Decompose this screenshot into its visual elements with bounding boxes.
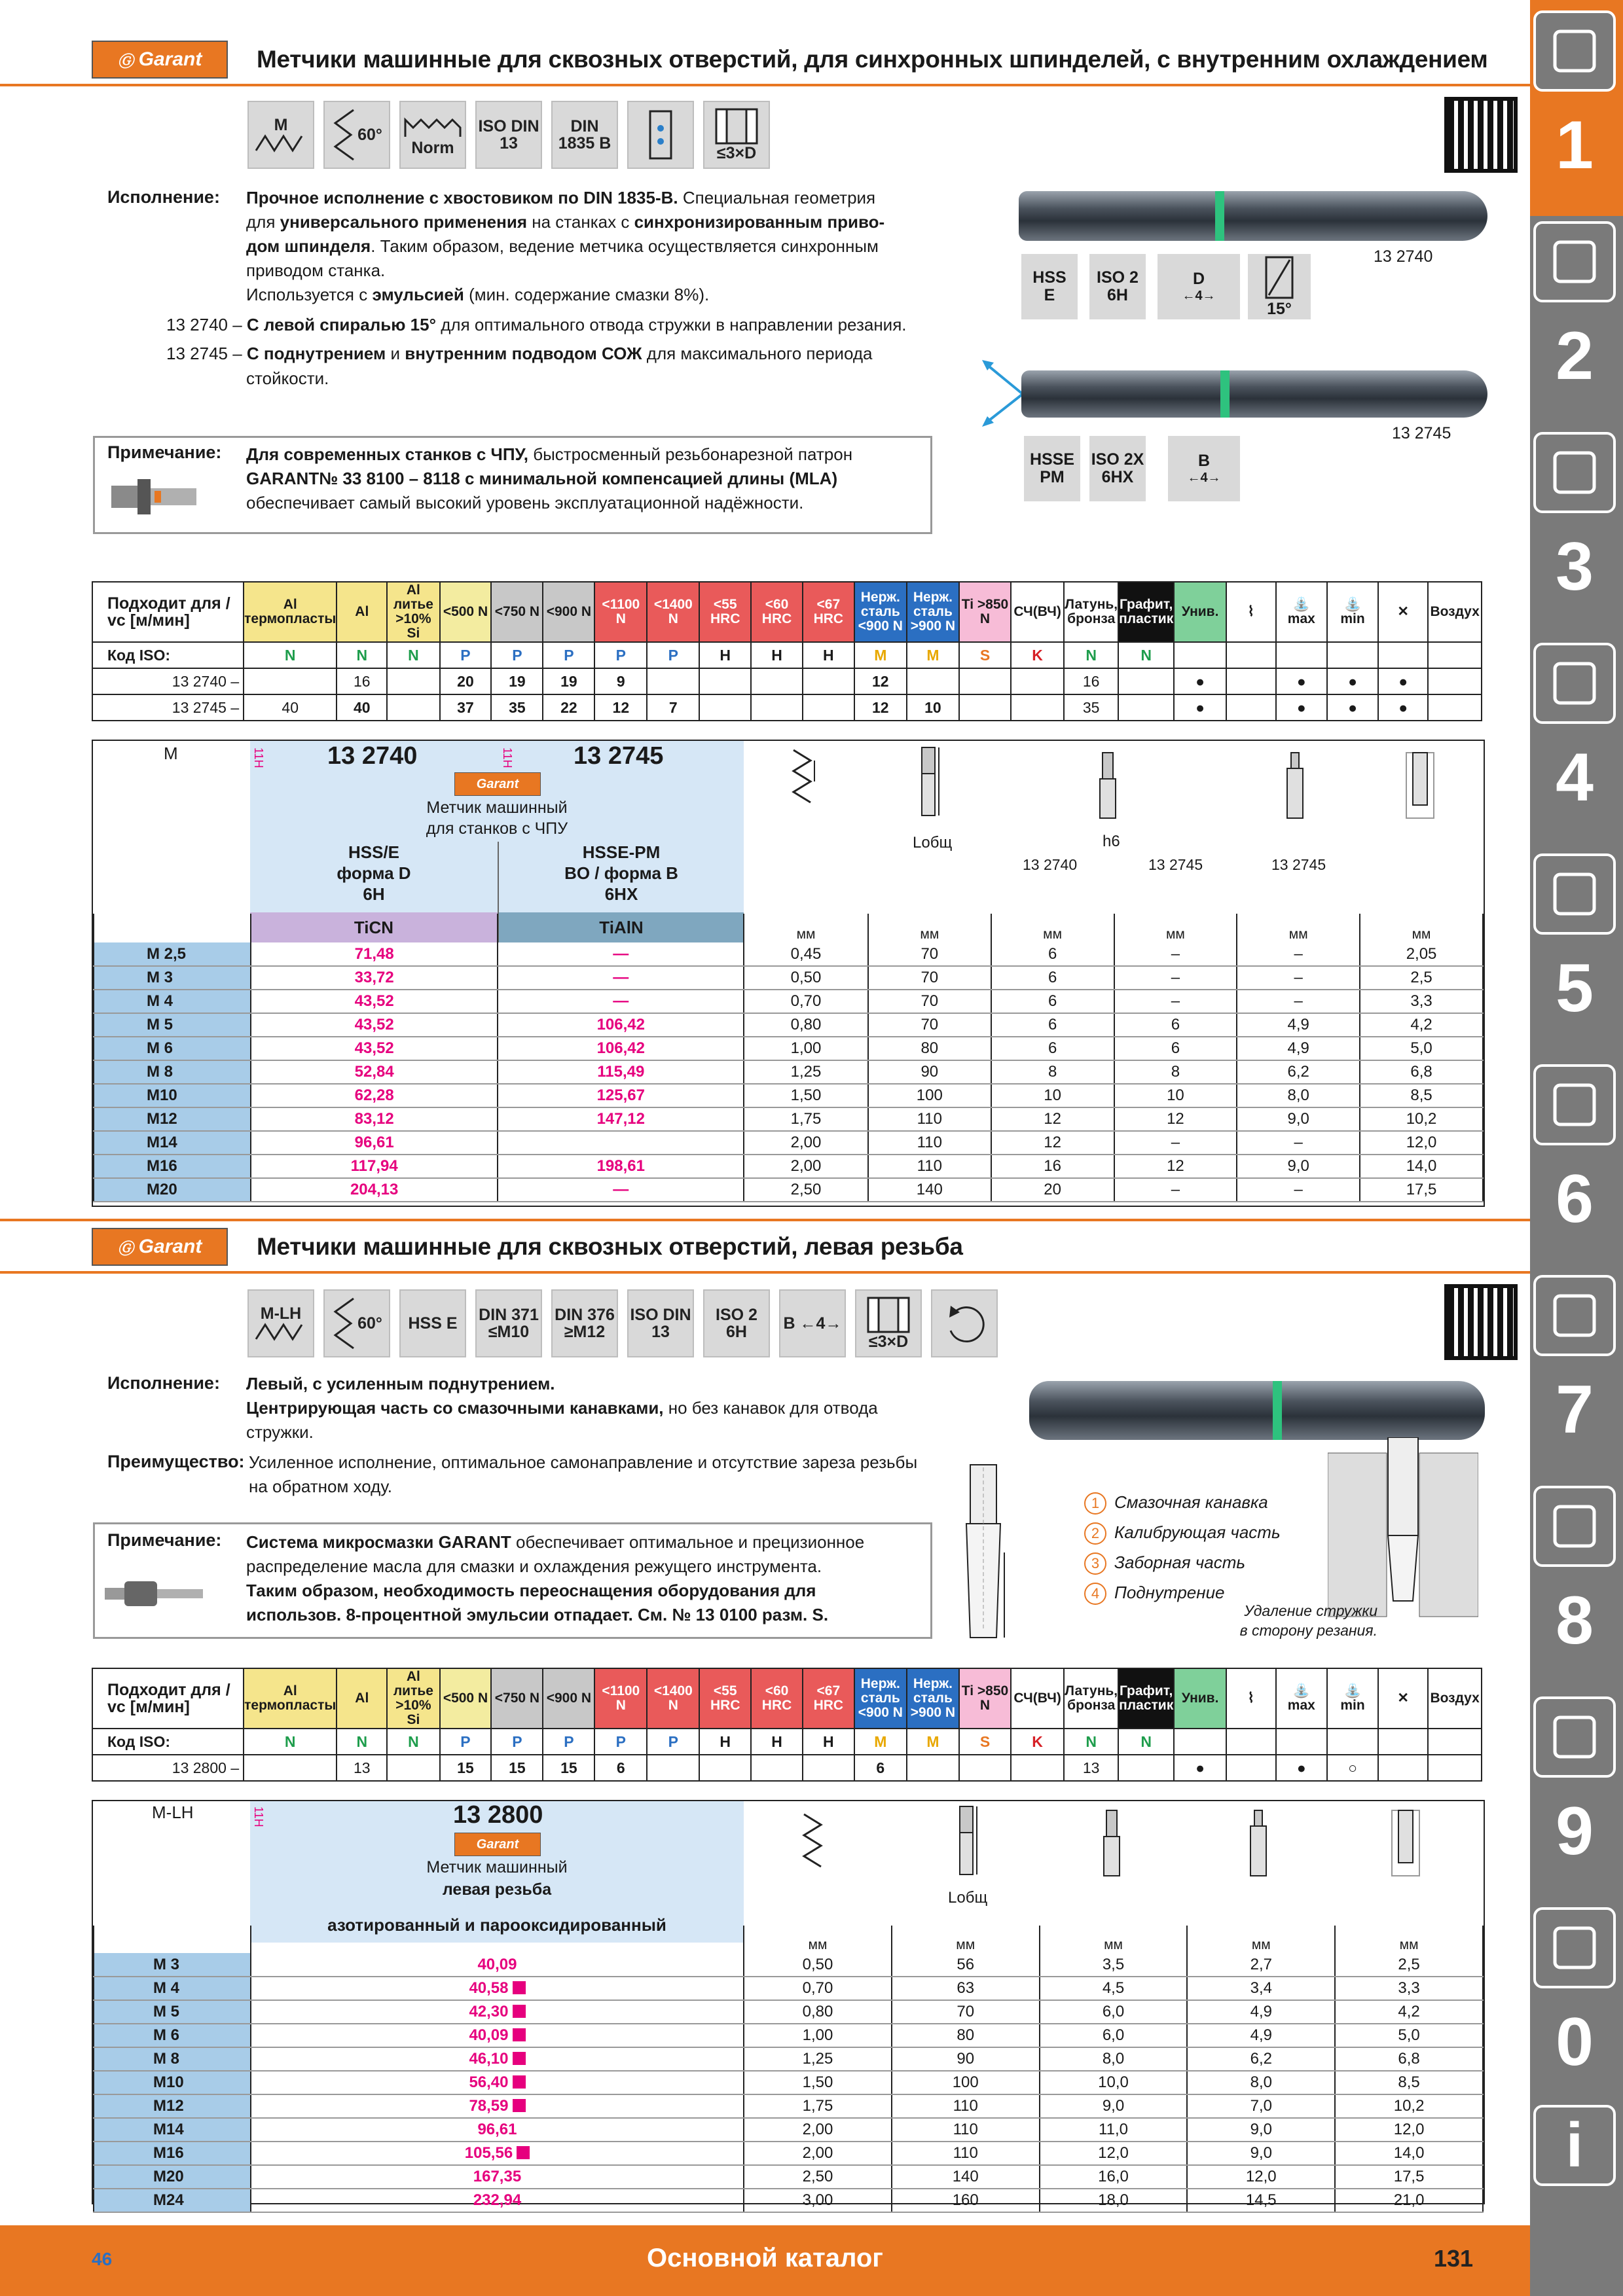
spec-icons [247, 101, 770, 169]
chip-caption: Удаление стружки в сторону резания. [1239, 1602, 1377, 1639]
t2-lobsh: Lобщ [948, 1889, 988, 1907]
table-row: M 4 40,58 0,70 63 4,5 3,4 3,3 [94, 1977, 1483, 2000]
coolant-dry-icon: ⌇ [1226, 1668, 1276, 1729]
new-item-marker [513, 2099, 526, 2112]
table-row: M20 204,13 — 2,50 140 20 – – 17,5 [94, 1178, 1483, 1202]
table-row: M 2,5 71,48 — 0,45 70 6 – – 2,05 [94, 942, 1483, 966]
chapter-number[interactable]: 4 [1556, 740, 1594, 816]
hss-e-icon: HSS E [399, 1289, 466, 1357]
din-1835b-icon: DIN 1835 B [551, 101, 618, 169]
table-row: M 4 43,52 — 0,70 70 6 – – 3,3 [94, 990, 1483, 1013]
square-icon [1244, 1808, 1273, 1882]
qr-code[interactable] [1444, 1284, 1518, 1360]
footer-page-left: 46 [92, 2249, 113, 2269]
chapter-tab-icon[interactable] [1533, 853, 1616, 935]
t1-desc: Метчик машинный для станков с ЧПУ [426, 798, 568, 838]
coolant-arrows [981, 357, 1027, 429]
table-row: M 6 43,52 106,42 1,00 80 6 6 4,9 5,0 [94, 1037, 1483, 1060]
chapter-number[interactable]: 7 [1556, 1372, 1594, 1448]
adv-text: Усиленное исполнение, оптимальное самонаправление и отсутствие зареза резьбы на обратном ходу. [249, 1452, 918, 1496]
exec-text: Левый, с усиленным поднутрением. Центрирующая часть со смазочными канавками, но без канавок для отвода стружки. [246, 1374, 878, 1442]
chapter-tab-icon[interactable] [1533, 221, 1616, 302]
divider [0, 84, 1530, 86]
chapter-number[interactable]: 0 [1556, 2004, 1594, 2080]
material-row: 13 2745 – 40 40 37 35 22 12 7 12 10 35 ● ● ● ● [92, 694, 1482, 721]
table-row: M 8 46,10 1,25 90 8,0 6,2 6,8 [94, 2047, 1483, 2071]
t1-lobsh: Lобщ [913, 834, 953, 852]
thread-left-icon: M-LH [247, 1289, 314, 1357]
chapter-tab-icon[interactable] [1533, 1907, 1616, 1988]
table-row: M16 105,56 2,00 110 12,0 9,0 14,0 [94, 2142, 1483, 2165]
t1-c2: 13 2745 [1148, 856, 1203, 873]
new-item-marker [513, 1981, 526, 1994]
iso2-6h-icon: ISO 2 6H [703, 1289, 770, 1357]
divider [0, 1271, 1530, 1274]
note-label: Примечание: [107, 442, 222, 462]
t1-type-b: HSSE-PM BO / форма B 6HX [564, 842, 678, 904]
t1-tol-b: 11H [501, 747, 514, 768]
chapter-tab-icon[interactable] [1533, 1275, 1616, 1356]
table-row: M 3 40,09 0,50 56 3,5 2,7 2,5 [94, 1953, 1483, 1977]
spec-iso2x-6hx: ISO 2X 6HX [1089, 436, 1146, 501]
section-title: Метчики машинные для сквозных отверстий, для синхронных шпинделей, с внутренним охлаждением [257, 46, 1488, 73]
material-table-2: Подходит для / vc [м/мин] Al термопласты Al Al литье >10% Si <500 N <750 N <900 N <1100 N <1400 N <55 HRC <60 HRC <67 HRC Нерж. сталь <900 N Нерж. сталь >900 N Ti >850 N СЧ(ВЧ) Латунь, бронза Графит, пластик Унив. ⌇ ⛲ max ⛲ min ✕ Воздух Код ISO: N N N P P P P P H H H M M S K N N 13 2800 – 13 15 15 15 6 6 13 ● ● ○ [92, 1668, 1482, 1782]
table-row: M 8 52,84 115,49 1,25 90 8 8 6,2 6,8 [94, 1060, 1483, 1084]
length-icon [953, 1804, 979, 1879]
new-item-marker [513, 2028, 526, 2041]
rotate-left-icon [931, 1289, 998, 1357]
tap-image-132740 [1019, 191, 1487, 241]
note-text: Система микросмазки GARANT обеспечивает оптимальное и прецизионное распределение масла для смазки и охлаждения режущего инструмента. Таким образом, необходимость переоснащения оборудования для использов. 8-процентной эмульсии отпадает. См. № 13 0100 разм. S. [246, 1532, 865, 1624]
t1-h6: h6 [1103, 833, 1120, 850]
table-row: M20 167,35 2,50 140 16,0 12,0 17,5 [94, 2165, 1483, 2189]
divider [0, 1219, 1530, 1221]
spec-iso2-6h: ISO 2 6H [1089, 254, 1146, 319]
t2-tol: 11H [252, 1806, 265, 1827]
spec-helix-15: 15° [1248, 254, 1311, 319]
length-icon [915, 745, 941, 820]
table-row: M10 62,28 125,67 1,50 100 10 10 8,0 8,5 [94, 1084, 1483, 1107]
tool-code-132740: 13 2740 [1374, 247, 1433, 266]
through-hole-3xd-icon: ≤3×D [703, 101, 770, 169]
t1-code-b: 13 2745 [574, 742, 664, 770]
chapter-tab-icon[interactable] [1533, 1696, 1616, 1778]
t1-code-a: 13 2740 [327, 742, 418, 770]
coolant-dry-icon: ⌇ [1226, 582, 1276, 642]
iso-din13-icon: ISO DIN 13 [627, 1289, 694, 1357]
qr-code[interactable] [1444, 97, 1518, 173]
angle-60-icon: 60° [323, 1289, 390, 1357]
chapter-tab-icon[interactable] [1533, 432, 1616, 513]
material-row: 13 2740 – 16 20 19 19 9 12 16 ● ● ● ● [92, 668, 1482, 694]
shank-icon [1093, 750, 1122, 824]
tap-image-132745 [1021, 370, 1487, 418]
chapter-tab-icon[interactable] [1533, 1486, 1616, 1567]
chapter-number[interactable]: 2 [1556, 318, 1594, 394]
chapter-number[interactable]: 5 [1556, 950, 1594, 1026]
table-row: M 5 43,52 106,42 0,80 70 6 6 4,9 4,2 [94, 1013, 1483, 1037]
micro-lube-image [105, 1577, 203, 1610]
form-b-icon: B ←4→ [779, 1289, 846, 1357]
din-371-icon: DIN 371 ≤M10 [475, 1289, 542, 1357]
chapter-tab-icon[interactable] [1533, 643, 1616, 724]
through-hole-3xd-icon: ≤3×D [855, 1289, 922, 1357]
t2-coat: азотированный и парооксидированный [327, 1915, 666, 1935]
spec-hss-e: HSS E [1021, 254, 1078, 319]
new-item-marker [513, 2005, 526, 2018]
tap-diagram [957, 1461, 1062, 1651]
material-row-label: Подходит для / vc [м/мин] [92, 582, 244, 642]
material-row: 13 2800 – 13 15 15 15 6 6 13 ● ● ○ [92, 1755, 1482, 1781]
material-table-1: Подходит для / vc [м/мин] Al термопласты Al Al литье >10% Si <500 N <750 N <900 N <1100 N <1400 N <55 HRC <60 HRC <67 HRC Нерж. сталь <900 N Нерж. сталь >900 N Ti >850 N СЧ(ВЧ) Латунь, бронза Графит, пластик Унив. ⌇ ⛲ max ⛲ min ✕ Воздух Код ISO: N N N P P P P P H H H M M S K N N 13 2740 – 16 20 19 19 9 12 16 ● ● ● ● 13 2745 – 40 40 37 35 22 12 7 12 10 35 ● ● ● ● [92, 581, 1482, 721]
note-text: Для современных станков с ЧПУ, быстросменный резьбонарезной патрон GARANT№ 33 8100 – 8118 с минимальной компенсацией длины (MLA) обеспечивает самый высокий уровень эксплуатационной надёжности. [246, 444, 853, 512]
chuck-image [111, 474, 196, 520]
norm-profile-icon: Norm [399, 101, 466, 169]
garant-mini-logo: Garant [454, 772, 541, 796]
exec-text: Прочное исполнение с хвостовиком по DIN 1835-B. Специальная геометрия для универсального применения на станках с синхронизированным приво- дом шпинделя. Таким образом, ведение метчика осуществляется синхронным приводом станка. Используется с эмульсией (мин. содержание смазки 8%). [246, 188, 885, 304]
t1-c1: 13 2740 [1023, 856, 1078, 873]
table-row: M10 56,40 1,50 100 10,0 8,0 8,5 [94, 2071, 1483, 2094]
code-2740-line: 13 2740 – С левой спиралью 15° для оптимального отвода стружки в направлении резания. [166, 315, 907, 334]
new-item-marker [513, 2075, 526, 2089]
table-row: M 5 42,30 0,80 70 6,0 4,9 4,2 [94, 2000, 1483, 2024]
no-coolant-icon: ✕ [1378, 1668, 1428, 1729]
chapter-number[interactable]: 1 [1556, 107, 1594, 183]
internal-coolant-icon [627, 101, 694, 169]
table-row: M12 78,59 1,75 110 9,0 7,0 10,2 [94, 2094, 1483, 2118]
garant-logo: Ⓖ Garant [92, 41, 228, 79]
pitch-icon [801, 1812, 828, 1874]
footer-page-right: 131 [1434, 2245, 1474, 2272]
t1-c3: 13 2745 [1271, 856, 1326, 873]
table-row: M14 96,61 2,00 110 11,0 9,0 12,0 [94, 2118, 1483, 2142]
legend: 1 Смазочная канавка 2 Калибрующая часть 3 Заборная часть 4 Поднутрение [1084, 1487, 1281, 1607]
drill-hole-icon [1389, 1808, 1422, 1882]
spec-hsse-pm: HSSE PM [1024, 436, 1080, 501]
chapter-tab-icon[interactable] [1533, 10, 1616, 92]
pitch-icon [791, 747, 817, 810]
drill-hole-icon [1404, 750, 1436, 824]
table-row: M 6 40,09 1,00 80 6,0 4,9 5,0 [94, 2024, 1483, 2047]
t1-corner: M [164, 744, 178, 763]
angle-60-icon: 60° [323, 101, 390, 169]
chapter-number[interactable]: 6 [1556, 1161, 1594, 1237]
info-tab[interactable]: i [1533, 2105, 1616, 2186]
no-coolant-icon: ✕ [1378, 582, 1428, 642]
shank-icon [1097, 1808, 1126, 1882]
section-title: Метчики машинные для сквозных отверстий, левая резьба [257, 1233, 963, 1260]
spec-form-b: B ←4→ [1168, 436, 1240, 501]
t2-desc: Метчик машинный левая резьба [426, 1858, 568, 1899]
exec-label: Исполнение: [107, 187, 220, 207]
exec-label: Исполнение: [107, 1373, 220, 1393]
garant-mini-logo: Garant [454, 1833, 541, 1856]
din-376-icon: DIN 376 ≥M12 [551, 1289, 618, 1357]
t1-type-a: HSS/E форма D 6H [337, 842, 411, 904]
data-table-1: мм мм мм мм мм мм M 2,5 71,48 — 0,45 70 6 – – 2,05 M 3 33,72 — 0,50 70 6 – – 2,5 M 4 43,52 — 0,70 70 6 – – 3,3 M 5 43,52 106,42 0,80 70 6 6 4,9 4,2 M 6 43,52 106,42 1,00 80 6 6 4,9 5,0 M 8 52,84 115,49 1,25 90 8 8 6,2 6,8 M10 62,28 125,67 1,50 100 10 10 8,0 8,5 M12 83,12 147,12 1,75 110 12 12 9,0 10,2 M14 96,61 2,00 110 12 – – 12,0 M16 117,94 198,61 2,00 110 16 12 9,0 14,0 M20 204,13 — 2,50 140 20 – – 17,5 [93, 914, 1484, 1202]
table-row: M14 96,61 2,00 110 12 – – 12,0 [94, 1131, 1483, 1155]
spec-icons [247, 1289, 998, 1357]
table-row: M24 232,94 3,00 160 18,0 14,5 21,0 [94, 2189, 1483, 2212]
t1-coat-a: TiCN [250, 912, 498, 942]
t1-tol-a: 11H [252, 747, 265, 768]
chapter-tab-icon[interactable] [1533, 1064, 1616, 1145]
new-item-marker [517, 2146, 530, 2159]
chip-diagram [1328, 1437, 1478, 1621]
iso-din13-icon: ISO DIN 13 [475, 101, 542, 169]
t2-corner: M-LH [152, 1803, 194, 1822]
square-icon [1281, 750, 1309, 824]
chapter-number[interactable]: 8 [1556, 1583, 1594, 1659]
t1-coat-b: TiAlN [499, 912, 744, 942]
garant-logo: Ⓖ Garant [92, 1228, 228, 1266]
code-2745-line2: стойкости. [246, 368, 329, 388]
new-item-marker [513, 2052, 526, 2065]
data-table-2: мм мм мм мм мм M 3 40,09 0,50 56 3,5 2,7 2,5 M 4 40,58 0,70 63 4,5 3,4 3,3 M 5 42,30 0,80 70 6,0 4,9 4,2 M 6 40,09 1,00 80 6,0 4,9 5,0 M 8 46,10 1,25 90 8,0 6,2 6,8 M10 56,40 1,50 100 10,0 8,0 8,5 M12 78,59 1,75 110 9,0 7,0 10,2 M14 96,61 2,00 110 11,0 9,0 12,0 M16 105,56 2,00 110 12,0 9,0 14,0 M20 167,35 2,50 140 16,0 12,0 17,5 M24 232,94 3,00 160 18,0 14,5 21,0 [93, 1926, 1484, 2213]
note-label: Примечание: [107, 1530, 222, 1550]
t2-code: 13 2800 [453, 1801, 543, 1829]
spec-form-d: D ←4→ [1158, 254, 1240, 319]
table-row: M 3 33,72 — 0,50 70 6 – – 2,5 [94, 966, 1483, 990]
chapter-number[interactable]: 3 [1556, 529, 1594, 605]
tool-code-132745: 13 2745 [1392, 424, 1451, 442]
tap-image-132800 [1029, 1381, 1485, 1440]
table-row: M16 117,94 198,61 2,00 110 16 12 9,0 14,0 [94, 1155, 1483, 1178]
code-2745-line: 13 2745 – С поднутрением и внутренним подводом СОЖ для максимального периода [166, 344, 873, 363]
chapter-number[interactable]: 9 [1556, 1793, 1594, 1869]
thread-metric-icon: M [247, 101, 314, 169]
footer-title: Основной каталог [647, 2244, 883, 2272]
adv-label: Преимущество: [107, 1452, 245, 1471]
table-row: M12 83,12 147,12 1,75 110 12 12 9,0 10,2 [94, 1107, 1483, 1131]
